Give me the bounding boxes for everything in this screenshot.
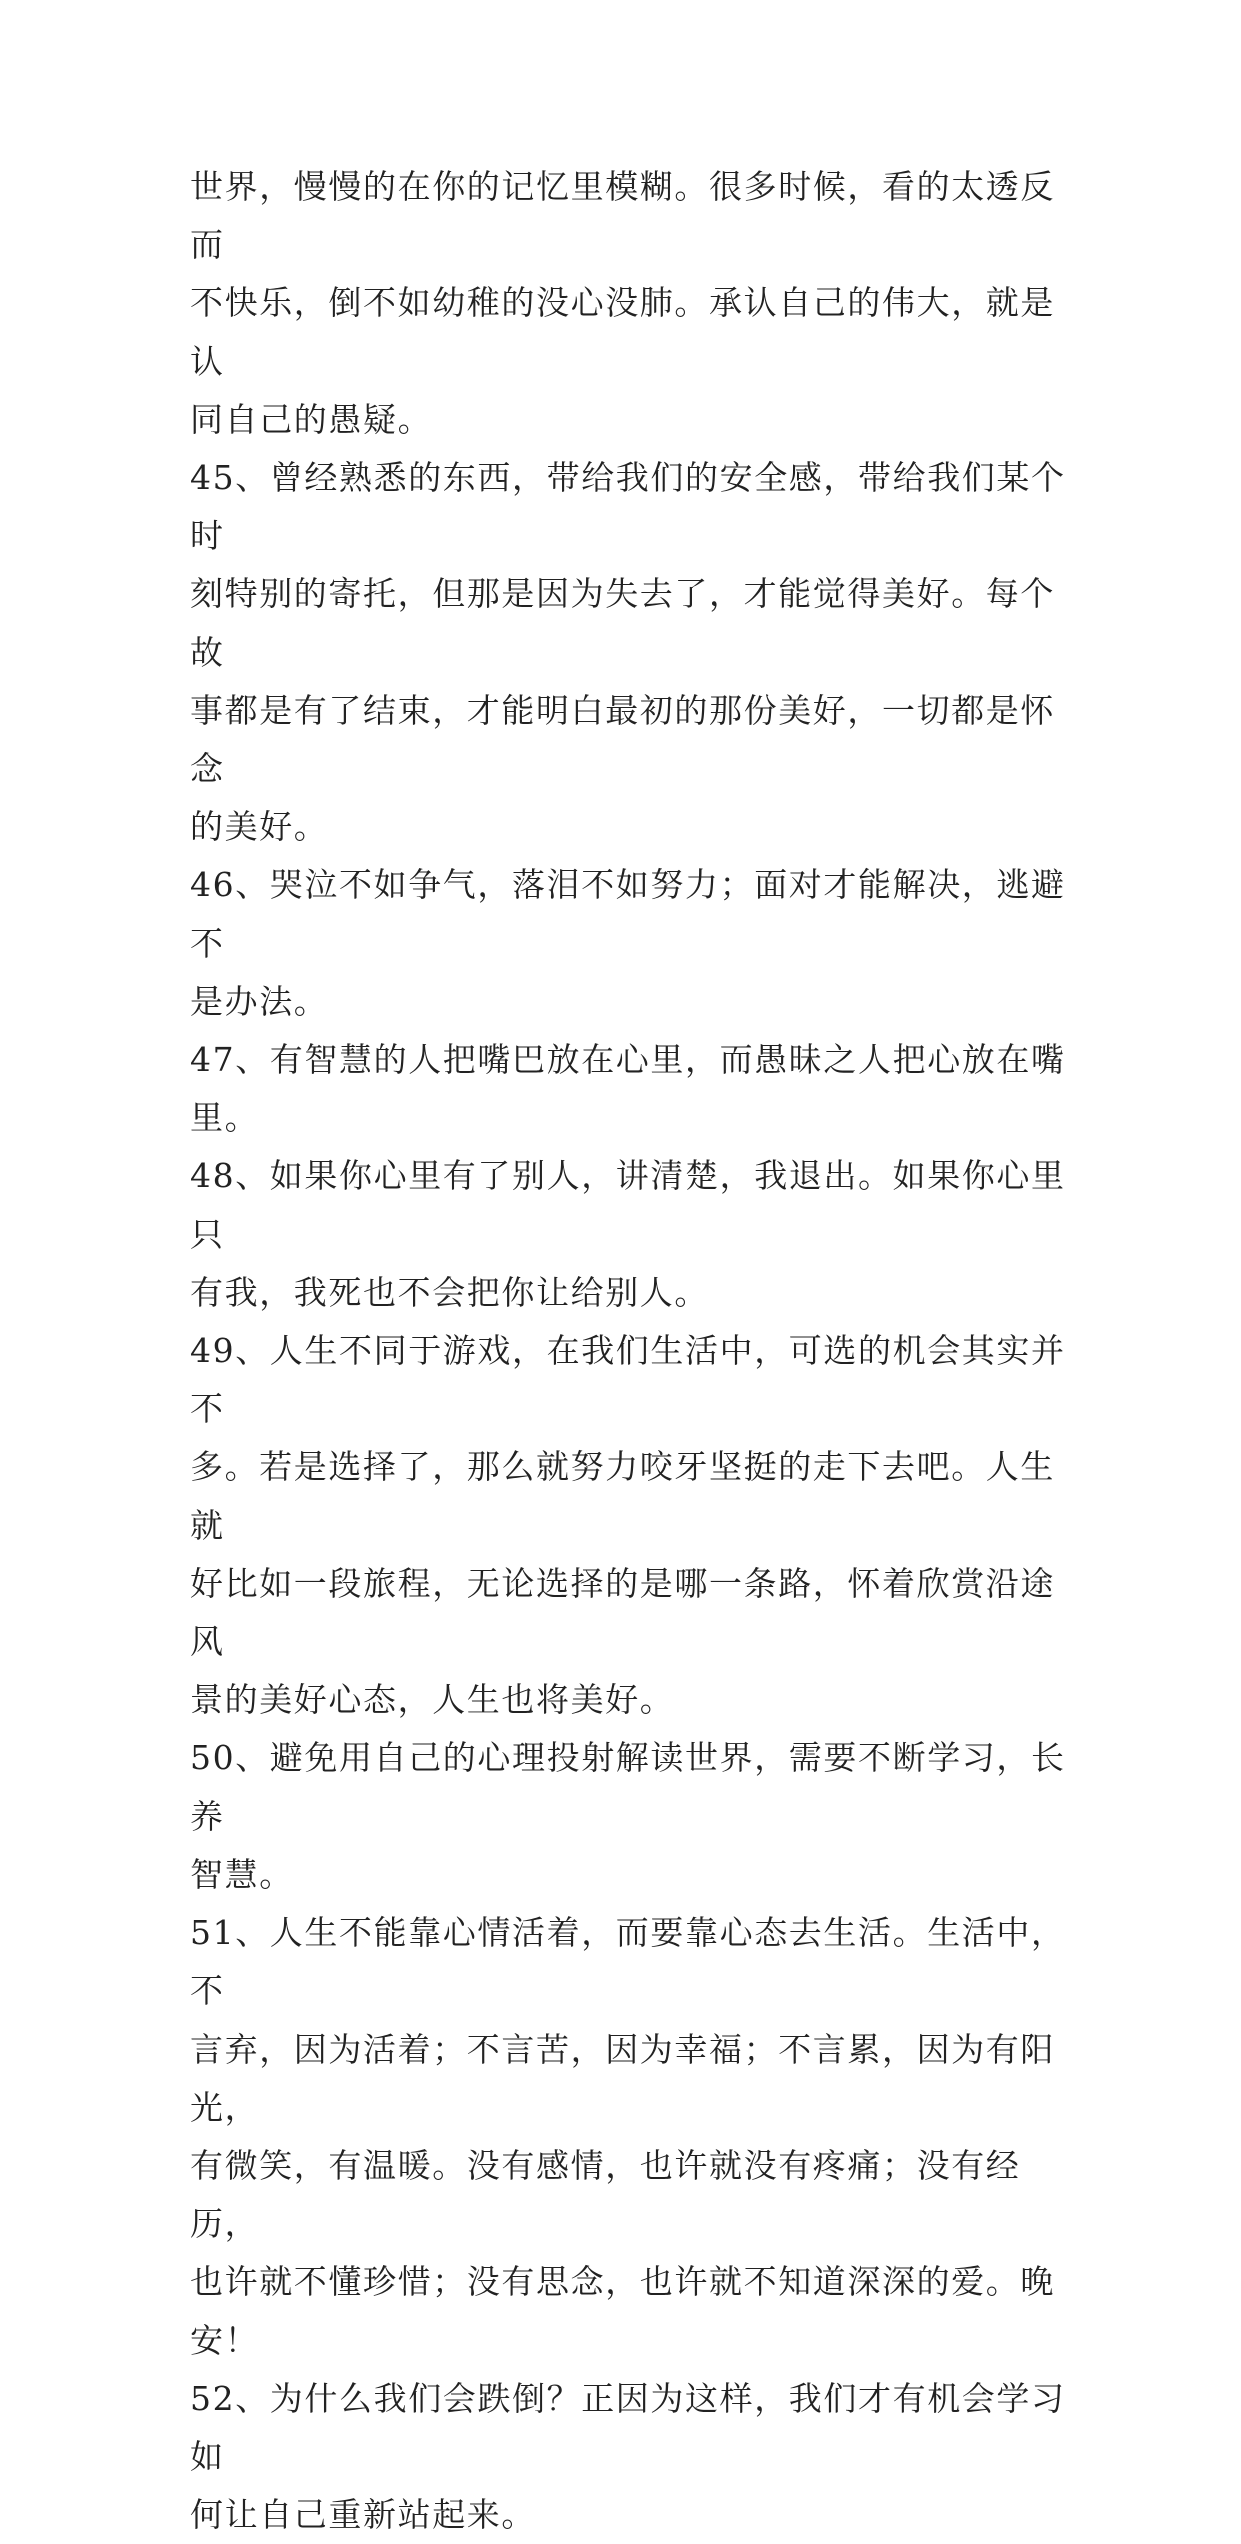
paragraph-52: 52、为什么我们会跌倒？正因为这样，我们才有机会学习如 何让自己重新站起来。	[190, 2378, 1066, 2535]
paragraph-50: 50、避免用自己的心理投射解读世界，需要不断学习，长养 智慧。	[190, 1738, 1066, 1894]
paragraph-45: 45、曾经熟悉的东西，带给我们的安全感，带给我们某个时 刻特别的寄托，但那是因为失去了，才能觉得美好。每个故 事都是有了结束，才能明白最初的那份美好，一切都是怀念 的美好。	[190, 458, 1066, 847]
paragraph-51: 51、人生不能靠心情活着，而要靠心态去生活。生活中，不 言弃，因为活着；不言苦，因为幸福；不言累，因为有阳光， 有微笑，有温暖。没有感情，也许就没有疼痛；没有经历， 也许就不懂珍惜；没有思念，也许就不知道深深的爱。晚安！	[190, 1913, 1066, 2360]
document-body	[190, 158, 1070, 2544]
paragraph-47: 47、有智慧的人把嘴巴放在心里，而愚昧之人把心放在嘴里。	[190, 1040, 1066, 1138]
paragraph-48: 48、如果你心里有了别人，讲清楚，我退出。如果你心里只 有我，我死也不会把你让给别人。	[190, 1156, 1066, 1312]
paragraph-49: 49、人生不同于游戏，在我们生活中，可选的机会其实并不 多。若是选择了，那么就努力咬牙坚挺的走下去吧。人生就 好比如一段旅程，无论选择的是哪一条路，怀着欣赏沿途风 景的美好心态，人生也将美好。	[190, 1331, 1066, 1720]
paragraph-continuation: 世界，慢慢的在你的记忆里模糊。很多时候，看的太透反而 不快乐，倒不如幼稚的没心没肺。承认自己的伟大，就是认 同自己的愚疑。	[190, 167, 1055, 439]
paragraph-46: 46、哭泣不如争气，落泪不如努力；面对才能解决，逃避不 是办法。	[190, 865, 1066, 1021]
